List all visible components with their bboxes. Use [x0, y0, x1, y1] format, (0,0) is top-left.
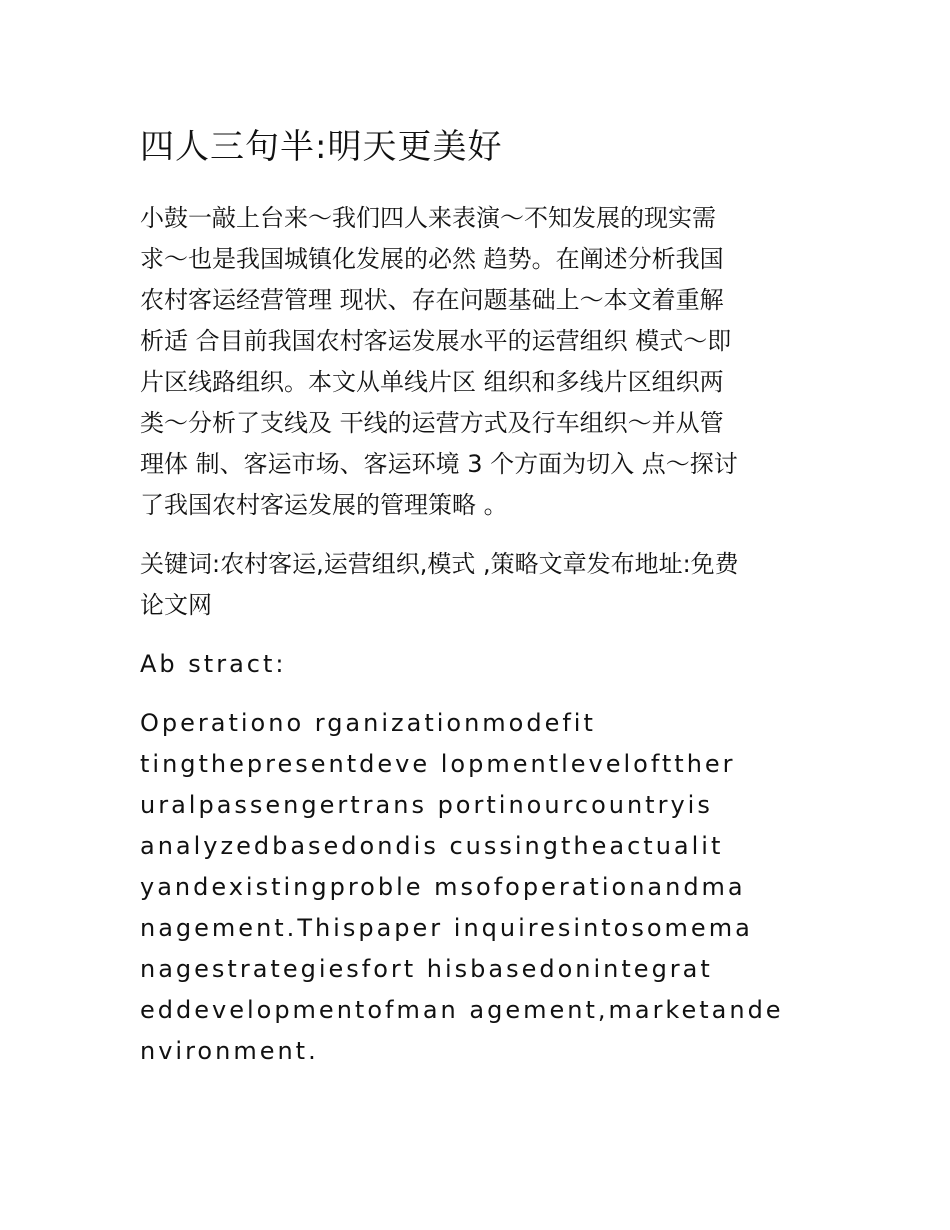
abstract-cn-line: 类～分析了支线及 干线的运营方式及行车组织～并从管 [140, 409, 724, 437]
abstract-cn-line: 求～也是我国城镇化发展的必然 趋势。在阐述分析我国 [140, 245, 724, 273]
abstract-en-line: yandexistingproble msofoperationandma [140, 873, 746, 901]
abstract-en-line: uralpassengertrans portinourcountryis [140, 791, 713, 819]
abstract-cn-line: 小鼓一敲上台来～我们四人来表演～不知发展的现实需 [140, 204, 716, 232]
document-title: 四人三句半:明天更美好 [140, 127, 503, 167]
abstract-en-heading: Ab stract: [140, 650, 287, 678]
abstract-en-line: nagement.Thispaper inquiresintosomema [140, 914, 753, 942]
abstract-en-heading-block [140, 644, 820, 685]
abstract-cn-line: 了我国农村客运发展的管理策略 。 [140, 491, 508, 519]
abstract-en-line: nvironment. [140, 1037, 319, 1065]
abstract-cn-line: 片区线路组织。本文从单线片区 组织和多线片区组织两 [140, 368, 724, 396]
abstract-en-line: Operationo rganizationmodefit [140, 709, 596, 737]
abstract-en-line: nagestrategiesfort hisbasedonintegrat [140, 955, 713, 983]
keywords-line: 关键词:农村客运,运营组织,模式 ,策略文章发布地址:免费 [140, 550, 739, 578]
abstract-cn [140, 198, 820, 526]
abstract-cn-line: 农村客运经营管理 现状、存在问题基础上～本文着重解 [140, 286, 724, 314]
abstract-cn-line: 析适 合目前我国农村客运发展水平的运营组织 模式～即 [140, 327, 732, 355]
keywords-line: 论文网 [140, 591, 212, 619]
abstract-cn-line: 理体 制、客运市场、客运环境 3 个方面为切入 点～探讨 [140, 450, 738, 478]
abstract-en-line: analyzedbasedondis cussingtheactualit [140, 832, 724, 860]
abstract-en-line: tingthepresentdeve lopmentleveloftther [140, 750, 736, 778]
document-page [140, 118, 820, 1090]
abstract-en [140, 703, 820, 1072]
keywords [140, 544, 820, 626]
abstract-en-line: eddevelopmentofman agement,marketande [140, 996, 784, 1024]
